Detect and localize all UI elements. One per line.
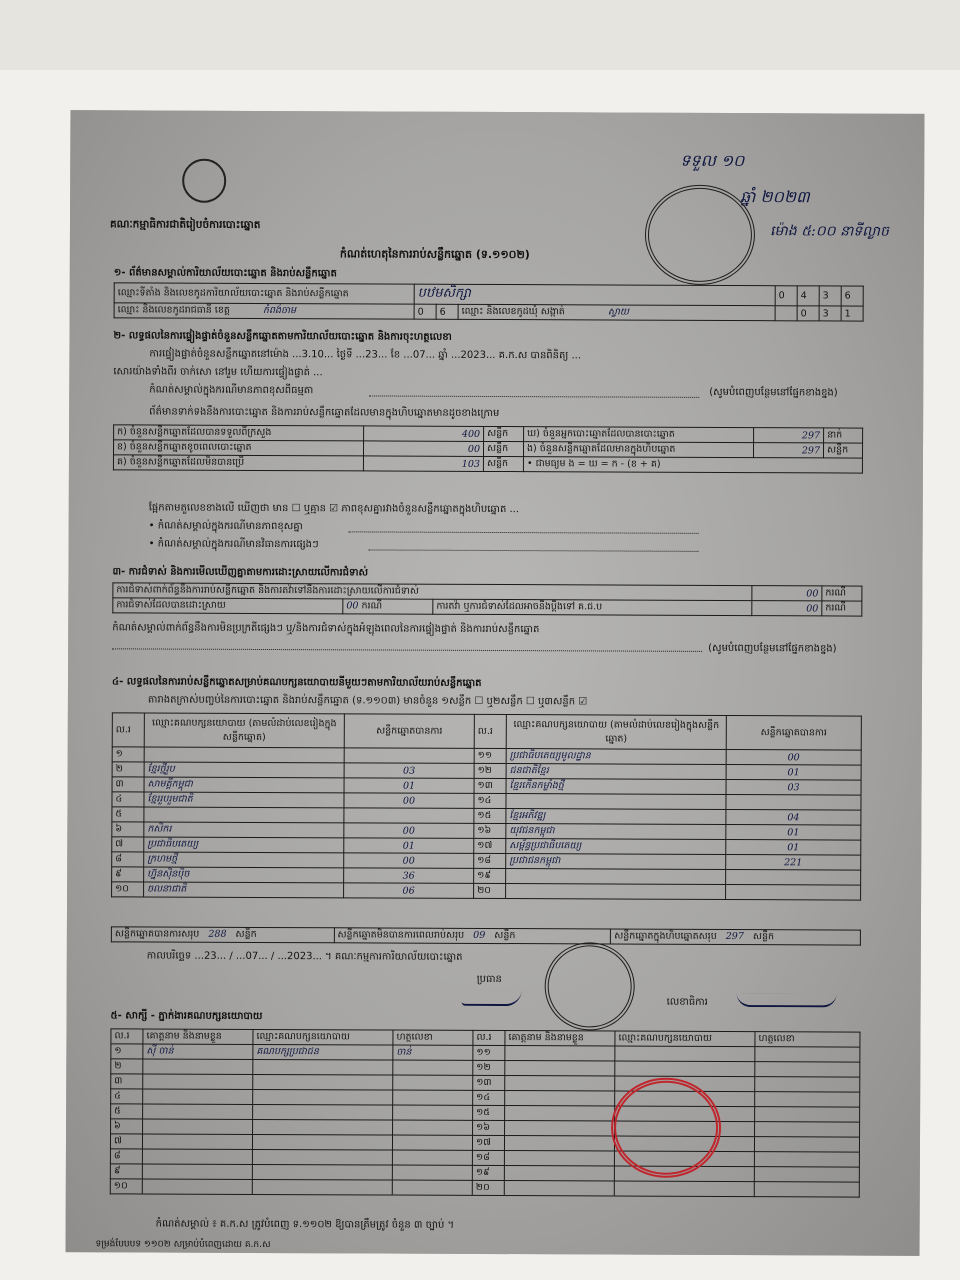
cell-votes: 00 <box>344 853 474 869</box>
row-label: ខ) ចំនួនសន្លឹកឆ្នោតខូចពេលបោះឆ្នោត <box>113 440 363 456</box>
cell-party <box>614 1181 754 1197</box>
difference-bullet-1: • កំណត់សម្គាល់ក្នុងករណីមានភាពខុសគ្នា <box>148 520 303 533</box>
cell-name <box>505 1121 615 1136</box>
cell-sign: ចាន់ <box>393 1045 473 1060</box>
cell-sign <box>393 1060 473 1075</box>
cell-no: ១ <box>111 1044 143 1059</box>
cell-sign <box>754 1152 859 1167</box>
cell-votes: 06 <box>344 883 474 899</box>
cell-no: ១៨ <box>474 853 506 868</box>
cell-no: ១១ <box>473 1045 505 1060</box>
cell-name <box>504 1136 614 1151</box>
row-unit-b: នាក់ <box>824 428 863 443</box>
abnormal-note-label: កំណត់សម្គាល់ក្នុងករណីមានភាពខុសពីធម្មតា <box>149 384 314 397</box>
stamp-seal-icon <box>645 185 755 285</box>
cell-no: ៤ <box>111 1089 143 1104</box>
cell-no: ១១ <box>474 748 506 763</box>
cell-sign <box>393 1105 473 1120</box>
cell-party: ចលនាជាតិ <box>144 882 344 898</box>
row-label: គ) ចំនួនសន្លឹកឆ្នោតដែលមិនបានប្រើ <box>113 455 363 471</box>
cell-party <box>252 1179 392 1195</box>
location-value: បឋមសិក្សា <box>414 284 775 306</box>
cell-sign <box>392 1135 472 1150</box>
col-no: ល.រ <box>473 1030 505 1045</box>
cell-name <box>143 1059 253 1074</box>
col-no: ល.រ <box>111 1029 143 1044</box>
cell-votes: 00 <box>344 823 474 839</box>
cell-party: ខ្មែរកើនកម្លាំងថ្មី <box>506 779 726 795</box>
cell-party: ខ្មែររួបរួមជាតិ <box>144 792 344 808</box>
cell-sign <box>755 1062 860 1077</box>
cell-votes: 36 <box>344 868 474 884</box>
col-party: ឈ្មោះគណបក្សនយោបាយ <box>253 1029 393 1045</box>
row-unit-b: សន្លឹក <box>823 443 862 458</box>
cell-no: ៧ <box>110 1134 142 1149</box>
row-label: ក) ចំនួនសន្លឹកឆ្នោតដែលបានទទួលពីក្រសួង <box>114 425 364 441</box>
chair-signature <box>462 990 522 1006</box>
cell-party: ខ្មែរអភិវឌ្ឍ <box>506 809 726 825</box>
col-name: គោត្តនាម និងនាមខ្លួន <box>143 1029 253 1044</box>
cell-sign <box>754 1182 859 1197</box>
appeal-value: 00 <box>752 601 822 616</box>
col-name: គោត្តនាម និងនាមខ្លួន <box>505 1031 615 1046</box>
cell-party <box>615 1046 755 1062</box>
cell-party: យុវជនកម្ពុជា <box>506 824 726 840</box>
cell-party <box>615 1061 755 1077</box>
section5-title: ៥- សាក្សី - ភ្នាក់ងារគណបក្សនយោបាយ <box>110 1010 263 1022</box>
code-digit: 4 <box>797 286 819 306</box>
cell-party <box>144 807 344 823</box>
bottom-note: ទម្រង់បែបបទ ១១០២ សម្រាប់បំពេញដោយ គ.ក.ស <box>95 1239 271 1251</box>
top-handwriting-1: ទទួល ១០ <box>680 150 745 171</box>
cell-no: ៤ <box>112 792 144 807</box>
cell-no: ១៦ <box>473 1120 505 1135</box>
total-valid-label: សន្លឹកឆ្នោតបានការសរុប <box>114 928 200 940</box>
cell-party <box>253 1104 393 1120</box>
row-value-b: 297 <box>754 428 824 443</box>
cell-no: ៨ <box>112 852 144 867</box>
cell-no: ២០ <box>472 1180 504 1195</box>
cell-sign <box>393 1075 473 1090</box>
objection-row-value: 00 <box>752 586 822 601</box>
chair-label: ប្រធាន <box>476 973 502 986</box>
cell-no: ៧ <box>112 837 144 852</box>
cell-sign <box>393 1120 473 1135</box>
date-line: កាលបរិច្ឆេទ ...23... / ...07... / ...2023... ។ គណៈកម្មការការិយាល័យបោះឆ្នោត <box>146 950 463 963</box>
cell-name <box>504 1166 614 1181</box>
total-unit: សន្លឹក <box>494 929 516 942</box>
cell-sign <box>755 1092 860 1107</box>
cell-name <box>142 1164 252 1179</box>
cell-no: ១៧ <box>472 1135 504 1150</box>
cell-no: ១៩ <box>474 868 506 883</box>
difference-bullet-2: • កំណត់សម្គាល់ក្នុងករណីមានវិធានការផ្សេងៗ <box>148 538 319 551</box>
cell-no: ៣ <box>112 777 144 792</box>
col-sign: ហត្ថលេខា <box>393 1030 473 1045</box>
row-label-b: ឃ) ចំនួនអ្នកបោះឆ្នោតដែលបានបោះឆ្នោត <box>524 427 754 443</box>
cell-sign <box>754 1137 859 1152</box>
cell-votes: 01 <box>726 825 861 841</box>
code-digit: 0 <box>775 286 797 306</box>
cell-party: កសិករ <box>144 822 344 838</box>
committee-name: គណៈកម្មាធិការជាតិរៀបចំការបោះឆ្នោត <box>109 218 261 231</box>
cell-party: គណបក្សប្រជាជន <box>253 1044 393 1060</box>
cell-no: ៥ <box>111 1104 143 1119</box>
col-votes: សន្លឹកឆ្នោតបានការ <box>344 714 474 749</box>
witness-table <box>110 1028 861 1197</box>
cell-name <box>505 1076 615 1091</box>
cell-party <box>506 884 726 900</box>
section3-title: ៣- ការជំទាស់ និងការមើលឃើញគ្នាតាមការដោះស្រាយលើការជំទាស់ <box>112 566 369 579</box>
cell-sign <box>755 1122 860 1137</box>
cell-party: ខ្មែរថ្មីរួប <box>144 762 344 778</box>
form-title: កំណត់ហេតុនៃការរាប់សន្លឹកឆ្នោត (ទ.១១០២) <box>339 247 530 262</box>
col-party: ឈ្មោះគណបក្សនយោបាយ (តាមលំដាប់លេខរៀងក្នុងសន្លឹកឆ្នោត) <box>144 713 344 748</box>
cell-no: ១ <box>112 747 144 762</box>
cell-no: ១៨ <box>472 1150 504 1165</box>
commune-label: ឈ្មោះ និងលេខកូដឃុំ សង្កាត់ <box>461 305 565 318</box>
cell-votes <box>344 748 474 764</box>
cell-no: ៥ <box>112 807 144 822</box>
cell-no: ១៩ <box>472 1165 504 1180</box>
cell-party <box>253 1089 393 1105</box>
cell-votes <box>726 870 861 886</box>
location-table <box>114 282 864 321</box>
cell-no: ១០ <box>110 1179 142 1194</box>
table-row <box>110 1179 859 1197</box>
row-label-b: ង) ចំនួនសន្លឹកឆ្នោតដែលមានក្នុងហិបឆ្នោត <box>523 442 753 458</box>
row-unit: សន្លឹក <box>483 456 523 471</box>
cell-votes: 03 <box>726 780 861 796</box>
red-stamp-icon <box>611 1078 721 1178</box>
objection-row-unit: ករណី <box>822 586 862 601</box>
cell-sign <box>755 1107 860 1122</box>
cell-votes: 01 <box>726 840 861 856</box>
row-unit: សន្លឹក <box>484 426 524 441</box>
stamp-seal-icon <box>544 942 634 1030</box>
cell-votes <box>726 795 861 811</box>
cell-no: ១៣ <box>473 1075 505 1090</box>
cell-votes: 221 <box>726 855 861 871</box>
cell-no: ៦ <box>112 822 144 837</box>
objection-dotted-line <box>112 648 702 652</box>
cell-no: ១៤ <box>474 793 506 808</box>
cell-votes: 01 <box>726 765 861 781</box>
objection-table <box>112 582 862 616</box>
total-box-label: សន្លឹកឆ្នោតក្នុងហិបឆ្នោតសរុប <box>614 930 717 942</box>
cell-sign <box>755 1077 860 1092</box>
cell-votes <box>726 885 861 901</box>
row-value: 400 <box>364 426 484 442</box>
resolved-value: 00 <box>346 600 359 612</box>
cell-name <box>505 1046 615 1061</box>
cell-no: ៩ <box>112 867 144 882</box>
cell-party: ប្រជាធិបតេយ្យមូលដ្ឋាន <box>506 749 726 765</box>
cell-votes: 00 <box>726 750 861 766</box>
cell-no: ២ <box>111 1059 143 1074</box>
formula-note: • ជាមធ្យម ង = ឃ = ក - (ខ + គ) <box>523 457 862 473</box>
commune-code-digit: 3 <box>819 306 841 321</box>
location-label: ឈ្មោះទីតាំង និងលេខកូដការិយាល័យបោះឆ្នោត និងរាប់សន្លឹកឆ្នោត <box>114 283 414 304</box>
total-unit: សន្លឹក <box>235 928 257 940</box>
cell-votes <box>344 808 474 824</box>
emblem-icon <box>182 159 226 203</box>
count-intro: ព័ត៌មានទាក់ទងនឹងការបោះឆ្នោត និងការរាប់សន្លឹកឆ្នោតដែលមានក្នុងហិបឆ្នោតមានដូចខាងក្រោម <box>149 406 500 420</box>
table-row <box>112 882 861 900</box>
cell-party: ក្រហមថ្មី <box>144 852 344 868</box>
note-dotted-line <box>369 395 699 397</box>
cell-name <box>143 1119 253 1134</box>
cell-name <box>504 1151 614 1166</box>
cell-name <box>143 1074 253 1089</box>
cell-no: ៩ <box>110 1164 142 1179</box>
cell-votes: 00 <box>344 793 474 809</box>
province-code-digit: 6 <box>436 304 458 319</box>
total-invalid-value: 09 <box>473 929 486 941</box>
cell-votes: 04 <box>726 810 861 826</box>
resolved-label: ការជំទាស់ដែលបានដោះស្រាយ <box>113 598 343 614</box>
col-votes: សន្លឹកឆ្នោតបានការ <box>726 716 861 751</box>
cell-party <box>253 1059 393 1075</box>
ballot-count-table <box>113 424 863 473</box>
top-handwriting-3: ម៉ោង ៥:០០ នាទីល្ងាច <box>769 223 889 240</box>
col-no: ល.រ <box>112 713 144 747</box>
cell-party: ប្រជាធិបតេយ្យ <box>144 837 344 853</box>
cell-votes: 01 <box>344 838 474 854</box>
cell-sign <box>392 1180 472 1195</box>
footer-note: កំណត់សម្គាល់ ៖ គ.ក.ស ត្រូវបំពេញ ទ.១១០២ ឱ្យបានត្រឹមត្រូវ ចំនួន ៣ ច្បាប់ ។ <box>155 1218 455 1231</box>
secretary-label: លេខាធិការ <box>666 996 708 1008</box>
objection-note: កំណត់សម្គាល់ពាក់ព័ន្ធនឹងការមិនប្រក្រតីផ្សេងៗ ឬ/និងការជំទាស់ក្នុងអំឡុងពេលនៃការផ្ទៀងផ្ទាត់ និងការរាប់សន្លឹកឆ្នោត <box>112 622 540 636</box>
cell-party: ប្រជាជនកម្ពុជា <box>506 854 726 870</box>
col-party: ឈ្មោះគណបក្សនយោបាយ (តាមលំដាប់លេខរៀងក្នុងសន្លឹកឆ្នោត) <box>506 715 726 750</box>
cell-name <box>143 1104 253 1119</box>
appeal-label: ការតវ៉ា ឬការជំទាស់ដែលអាចនឹងប្ដឹងទៅ គ.ជ.ប <box>433 599 752 615</box>
col-no: ល.រ <box>474 714 506 748</box>
section1-title: ១- ព័ត៌មានសម្គាល់ការិយាល័យបោះឆ្នោត និងរាប់សន្លឹកឆ្នោត <box>113 267 337 280</box>
section4-sub: តារាងតក្រាស់បញ្ចប់នៃការបោះឆ្នោត និងរាប់សន្លឹកឆ្នោត (ទ.១១០៣) មានចំនួន ១សន្លឹក ☐ ឬ២សន្លឹក ☐ ឬ៣សន្លឹក ☑ <box>147 694 588 708</box>
party-votes-table <box>111 712 862 900</box>
difference-check-line: ផ្អែកតាមតួលេខខាងលើ ឃើញថា មាន ☐ ឬគ្មាន ☑ ភាពខុសគ្នារវាងចំនួនសន្លឹកឆ្នោតក្នុងហិបឆ្នោត ... <box>148 502 520 516</box>
cell-votes: 03 <box>344 763 474 779</box>
resolved-unit: ករណី <box>361 600 383 612</box>
cell-no: ២ <box>112 762 144 777</box>
cell-name <box>142 1149 252 1164</box>
row-value: 103 <box>363 456 483 472</box>
cell-no: ១២ <box>474 763 506 778</box>
cell-no: ១៥ <box>473 1105 505 1120</box>
code-digit: 6 <box>841 286 863 306</box>
row-value-b: 297 <box>753 443 823 458</box>
cell-party: សាមគ្គីកម្ពុជា <box>144 777 344 793</box>
verification-time-line: ការផ្ទៀងផ្ទាត់ចំនួនសន្លឹកឆ្នោតនៅម៉ោង ...3.10... ថ្ងៃទី ...23... ខែ ...07... ឆ្នាំ ...2023... គ.ក.ស បានពិនិត្យ ... <box>149 348 582 362</box>
cell-sign <box>392 1165 472 1180</box>
cell-party <box>506 869 726 885</box>
cell-party <box>144 747 344 763</box>
total-box-value: 297 <box>725 931 744 943</box>
cell-party: ជនជាតិខ្មែរ <box>506 764 726 780</box>
cell-sign <box>754 1167 859 1182</box>
total-invalid-label: សន្លឹកឆ្នោតមិនបានការពេលរាប់សរុប <box>337 929 465 941</box>
ballot-count-form <box>66 110 925 1256</box>
cell-name <box>504 1181 614 1196</box>
objection-row-label: ការជំទាស់ពាក់ព័ន្ធនឹងការរាប់សន្លឹកឆ្នោត និងការតវ៉ាទៅនឹងការដោះស្រាយលើការជំទាស់ <box>113 583 752 601</box>
cell-sign <box>392 1150 472 1165</box>
cell-name: ស៊ី ចាន់ <box>143 1044 253 1059</box>
cell-no: ១២ <box>473 1060 505 1075</box>
cell-no: ១៥ <box>474 808 506 823</box>
province-label: ឈ្មោះ និងលេខកូដរាជធានី ខេត្ត <box>117 304 230 316</box>
cell-no: ៦ <box>111 1119 143 1134</box>
cell-name <box>505 1061 615 1076</box>
cell-no: ២០ <box>474 883 506 898</box>
commune-value: ស្វាយ <box>607 306 630 318</box>
cell-no: ១៤ <box>473 1090 505 1105</box>
objection-note-hint: (សូមបំពេញបន្ថែមនៅផ្នែកខាងខ្នង) <box>708 642 837 655</box>
top-handwriting-2: ឆ្នាំ ២០២៣ <box>740 187 810 207</box>
cell-party <box>253 1119 393 1135</box>
cell-sign <box>393 1090 473 1105</box>
cell-party <box>252 1134 392 1150</box>
commune-code-digit: 1 <box>841 306 863 321</box>
section4-title: ៤- លទ្ធផលនៃការរាប់សន្លឹកឆ្នោតសម្រាប់គណបក្សនយោបាយនីមួយៗតាមការិយាល័យរាប់សន្លឹកឆ្នោត <box>111 676 482 689</box>
section2-title: ២- លទ្ធផលនៃការផ្ទៀងផ្ទាត់ចំនួនសន្លឹកឆ្នោតតាមការិយាល័យបោះឆ្នោត និងការចុះហត្ថលេខា <box>113 330 452 343</box>
province-value: កំពង់ចាម <box>262 304 297 317</box>
row-unit: សន្លឹក <box>483 441 523 456</box>
cell-party <box>253 1074 393 1090</box>
total-unit: សន្លឹក <box>752 931 775 943</box>
cell-no: ៣ <box>111 1074 143 1089</box>
cell-no: ១៣ <box>474 778 506 793</box>
cell-name <box>142 1179 252 1194</box>
bullet1-dotted-line <box>349 531 699 534</box>
cell-no: ១៦ <box>474 823 506 838</box>
col-party: ឈ្មោះគណបក្សនយោបាយ <box>615 1031 755 1047</box>
cell-name <box>505 1106 615 1121</box>
cell-no: ១៧ <box>474 838 506 853</box>
bullet2-dotted-line <box>369 549 699 551</box>
cell-no: ១០ <box>112 882 144 897</box>
col-sign: ហត្ថលេខា <box>755 1032 860 1047</box>
appeal-unit: ករណី <box>822 601 862 616</box>
secretary-signature <box>737 993 837 1007</box>
code-digit: 3 <box>819 286 841 306</box>
verification-line-2: សោរយ៉ាងទាំងពីរ ចាក់សោ នៅរួម ហើយការផ្ទៀងផ្ទាត់ ... <box>113 366 323 379</box>
commune-code-digit: 0 <box>797 306 819 321</box>
totals-table <box>111 926 861 945</box>
note-hint: (សូមបំពេញបន្ថែមនៅផ្នែកខាងខ្នង) <box>709 386 838 399</box>
cell-party <box>506 794 726 810</box>
cell-party <box>252 1164 392 1180</box>
cell-name <box>143 1089 253 1104</box>
total-valid-value: 288 <box>208 928 227 940</box>
cell-party: សម្ព័ន្ធប្រជាធិបតេយ្យ <box>506 839 726 855</box>
cell-name <box>505 1091 615 1106</box>
cell-votes: 01 <box>344 778 474 794</box>
cell-sign <box>755 1047 860 1062</box>
cell-no: ៨ <box>110 1149 142 1164</box>
row-value: 00 <box>363 441 483 457</box>
cell-party: ហ្វ៊ុនស៊ិនប៉ិច <box>144 867 344 883</box>
province-code-digit: 0 <box>414 304 436 319</box>
cell-party <box>252 1149 392 1165</box>
cell-name <box>142 1134 252 1149</box>
